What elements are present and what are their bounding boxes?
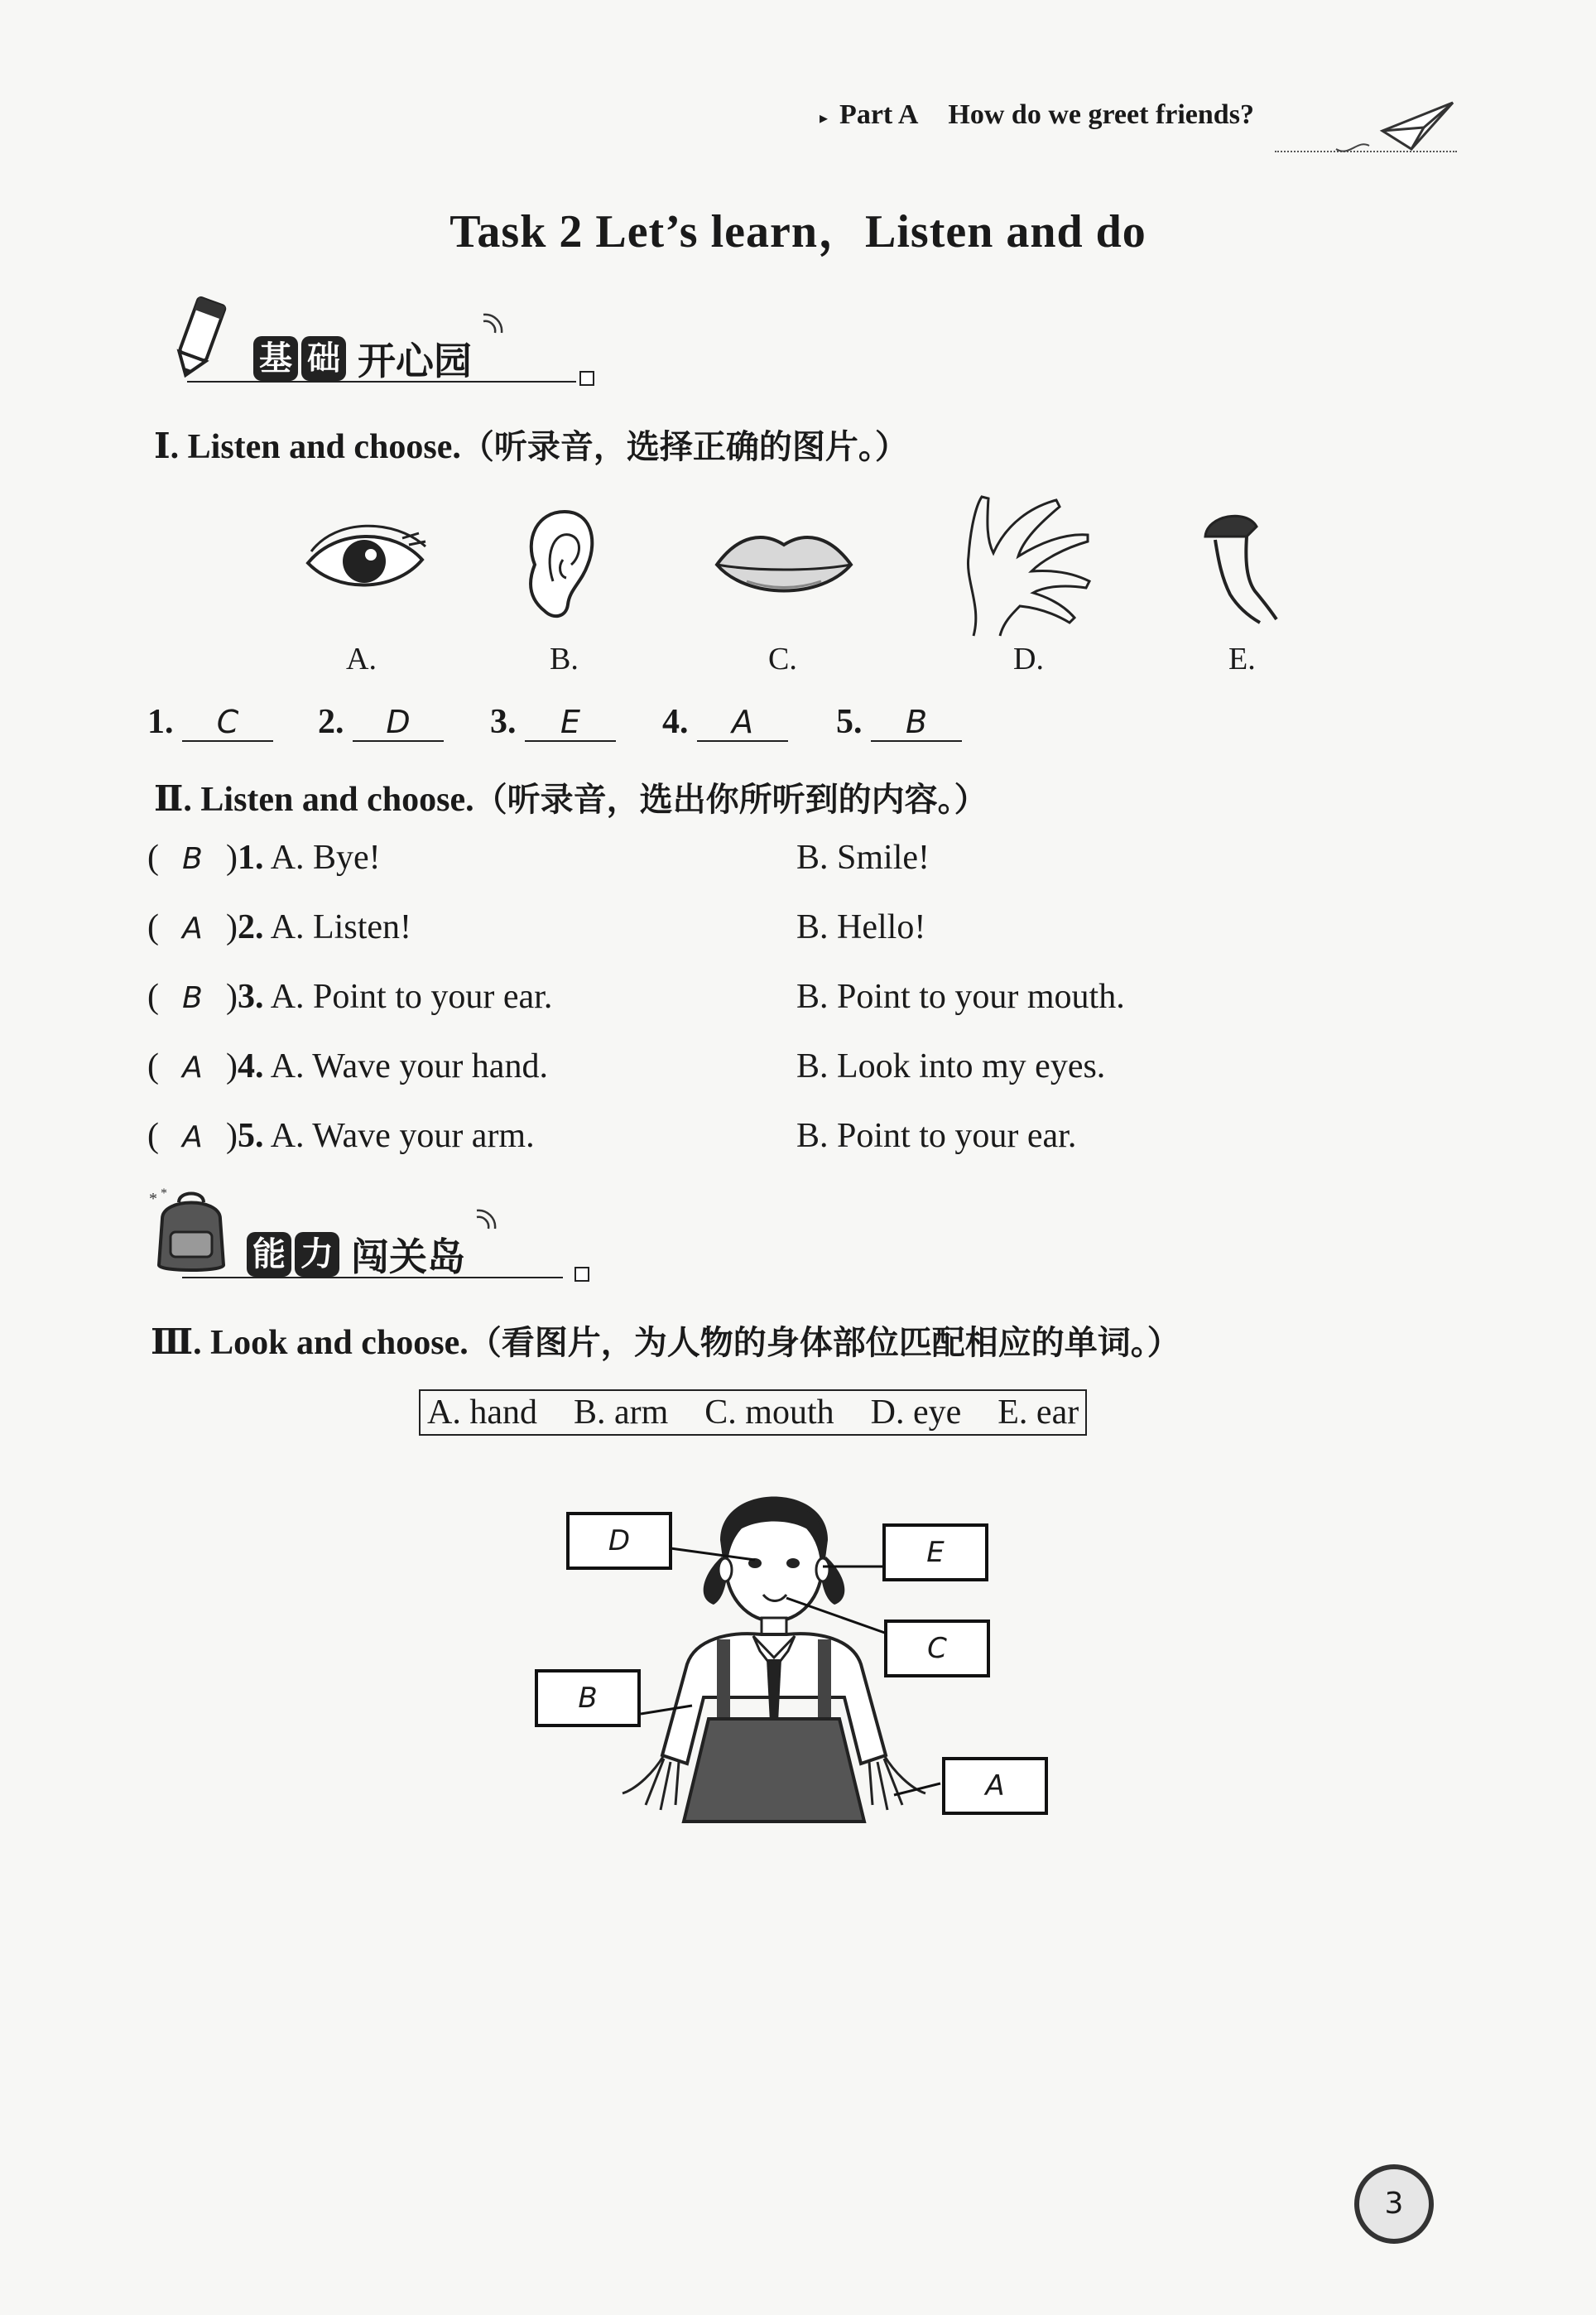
- q2-item-3-option-b: B. Point to your mouth.: [796, 978, 1125, 1016]
- section-basic-header: [253, 313, 510, 404]
- section-basic-title: 开心园: [358, 339, 472, 383]
- q1-heading: Ⅰ. Listen and choose.（听录音，选择正确的图片。）: [154, 428, 908, 466]
- option-a: A. Bye!: [270, 839, 381, 877]
- q2-item-4: ( A )4. A. Wave your hand.: [147, 1047, 548, 1085]
- q1-answer-1: 1. C: [147, 702, 273, 742]
- svg-text:*: *: [161, 1186, 167, 1201]
- header-part: Part A: [839, 99, 919, 130]
- answer-blank[interactable]: B: [871, 704, 962, 742]
- label-box-ear[interactable]: E: [882, 1523, 988, 1581]
- sound-wave-icon: [477, 313, 510, 346]
- option-a: A. Point to your ear.: [270, 978, 553, 1016]
- page-number: 3: [1354, 2164, 1434, 2244]
- mouth-icon: [714, 527, 854, 603]
- q2-answer[interactable]: B: [182, 981, 203, 1015]
- q2-item-2: ( A )2. A. Listen!: [147, 908, 411, 946]
- picture-label-e: E.: [1228, 642, 1256, 676]
- picture-label-b: B.: [550, 642, 579, 676]
- label-box-arm[interactable]: B: [535, 1669, 641, 1727]
- q1-answer-4: 4. A: [662, 702, 788, 742]
- sound-wave-icon: [470, 1209, 503, 1242]
- section-basic-end-mark: [579, 371, 594, 386]
- option-a: A. Wave your hand.: [270, 1047, 548, 1085]
- option-a: A. Wave your arm.: [270, 1117, 535, 1155]
- word-bank: A. hand B. arm C. mouth D. eye E. ear: [419, 1389, 1087, 1436]
- pencil-icon: [162, 291, 237, 383]
- q1-answer-5: 5. B: [836, 702, 962, 742]
- section-basic-underline: [187, 381, 576, 383]
- page-header: [820, 99, 1254, 131]
- section-ability-underline: [182, 1277, 563, 1278]
- q2-heading: Ⅱ. Listen and choose.（听录音，选出你所听到的内容。）: [154, 781, 988, 819]
- paper-plane-icon: [1333, 98, 1457, 164]
- ear-icon: [520, 507, 603, 623]
- q3-heading: Ⅲ. Look and choose.（看图片，为人物的身体部位匹配相应的单词。）: [151, 1324, 1180, 1362]
- hand-icon: [957, 490, 1098, 639]
- option-a: A. Listen!: [270, 908, 411, 946]
- section-ability-badge: 能 力: [247, 1232, 339, 1277]
- answer-blank[interactable]: A: [697, 704, 788, 742]
- q2-answer[interactable]: A: [182, 912, 203, 946]
- q1-answer-3: 3. E: [490, 702, 616, 742]
- q2-answer[interactable]: A: [182, 1051, 203, 1085]
- section-ability-header: [247, 1209, 503, 1300]
- q2-answer[interactable]: A: [182, 1120, 203, 1154]
- q2-item-5: ( A )5. A. Wave your arm.: [147, 1117, 535, 1155]
- q2-item-3: ( B )3. A. Point to your ear.: [147, 978, 553, 1016]
- q2-item-1-option-b: B. Smile!: [796, 839, 930, 877]
- eye-icon: [303, 522, 427, 604]
- section-ability-end-mark: [574, 1267, 589, 1282]
- label-box-eye[interactable]: D: [566, 1512, 672, 1570]
- page-title: Task 2 Let’s learn，Listen and do: [449, 206, 1147, 257]
- q2-answer[interactable]: B: [182, 842, 203, 876]
- q2-item-2-option-b: B. Hello!: [796, 908, 926, 946]
- picture-label-d: D.: [1013, 642, 1044, 676]
- section-ability-title: 闯关岛: [351, 1235, 465, 1279]
- section-basic-badge: 基 础: [253, 336, 346, 381]
- answer-blank[interactable]: D: [353, 704, 444, 742]
- arm-icon: [1197, 503, 1280, 628]
- label-box-mouth[interactable]: C: [884, 1620, 990, 1677]
- q2-item-5-option-b: B. Point to your ear.: [796, 1117, 1077, 1155]
- triangle-icon: ▸: [820, 109, 829, 128]
- picture-label-c: C.: [768, 642, 797, 676]
- answer-blank[interactable]: C: [182, 704, 273, 742]
- q2-item-4-option-b: B. Look into my eyes.: [796, 1047, 1106, 1085]
- q2-item-1: ( B )1. A. Bye!: [147, 839, 381, 877]
- header-question: How do we greet friends?: [948, 99, 1254, 130]
- q1-answer-2: 2. D: [318, 702, 444, 742]
- backpack-icon: [146, 1186, 237, 1277]
- answer-blank[interactable]: E: [525, 704, 616, 742]
- svg-text:*: *: [149, 1190, 157, 1208]
- picture-label-a: A.: [346, 642, 377, 676]
- label-box-hand[interactable]: A: [942, 1757, 1048, 1815]
